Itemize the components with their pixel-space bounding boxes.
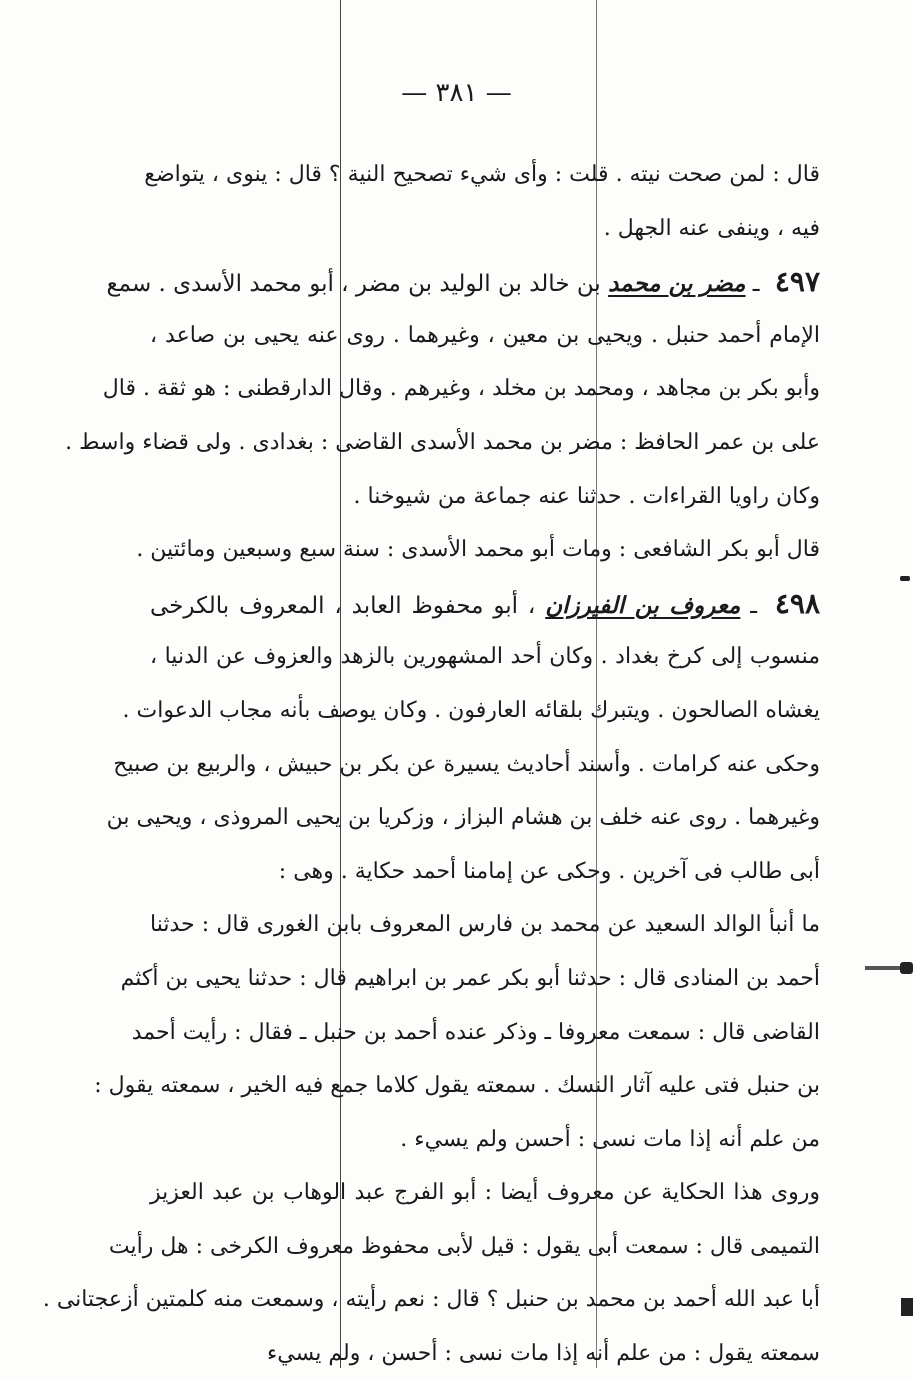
scan-margin-mark xyxy=(900,962,913,974)
text-line: التميمى قال : سمعت أبى يقول : قيل لأبى محفوظ معروف الكرخى : هل رأيت xyxy=(108,1233,820,1259)
text-line: أبى طالب فى آخرين . وحكى عن إمامنا أحمد حكاية . وهى : xyxy=(278,858,820,884)
text-line: منسوب إلى كرخ بغداد . وكان أحد المشهورين بالزهد والعزوف عن الدنيا ، xyxy=(150,644,820,670)
text-line: قال : لمن صحت نيته . قلت : وأى شيء تصحيح النية ؟ قال : ينوى ، يتواضع xyxy=(144,162,820,187)
biography-entry-heading: ٤٩٧ ـ مضر بن محمد بن خالد بن الوليد بن مضر ، أبو محمد الأسدى . سمع xyxy=(106,265,820,299)
text-line: الإمام أحمد حنبل . ويحيى بن معين ، وغيرهما . روى عنه يحيى بن صاعد ، xyxy=(150,322,820,348)
entry-number: ٤٩٨ xyxy=(774,586,820,620)
text-line: من علم أنه إذا مات نسى : أحسن ولم يسيء . xyxy=(400,1126,820,1152)
text-line: يغشاه الصالحون . ويتبرك بلقائه العارفون . وكان يوصف بأنه مجاب الدعوات . xyxy=(122,697,820,723)
scan-margin-mark xyxy=(901,1298,913,1316)
text-line: وغيرهما . روى عنه خلف بن هشام البزاز ، وزكريا بن يحيى المروذى ، ويحيى بن xyxy=(106,805,820,831)
entry-number: ٤٩٧ xyxy=(774,265,820,299)
body-text xyxy=(42,148,820,1381)
text-line: فيه ، وينفى عنه الجهل . xyxy=(603,215,820,241)
entry-heading-text: بن خالد بن الوليد بن مضر ، أبو محمد الأسدى . سمع xyxy=(106,271,601,298)
text-line: أبا عبد الله أحمد بن محمد بن حنبل ؟ قال : نعم رأيته ، وسمعت منه كلمتين أزعجتانى . xyxy=(42,1287,820,1313)
scan-margin-mark xyxy=(900,576,910,581)
entry-name: معروف بن الفيرزان xyxy=(545,591,741,619)
text-line: وأبو بكر بن مجاهد ، ومحمد بن مخلد ، وغيرهم . وقال الدارقطنى : هو ثقة . قال xyxy=(102,376,820,402)
text-line: وحكى عنه كرامات . وأسند أحاديث يسيرة عن بكر بن حبيش ، والربيع بن صبيح xyxy=(113,751,820,777)
text-line: قال أبو بكر الشافعى : ومات أبو محمد الأسدى : سنة سبع وسبعين ومائتين . xyxy=(136,537,820,563)
text-line: وروى هذا الحكاية عن معروف أيضا : أبو الفرج عبد الوهاب بن عبد العزيز xyxy=(150,1180,820,1206)
text-line: سمعته يقول : من علم أنه إذا مات نسى : أحسن ، ولم يسيء xyxy=(266,1341,820,1367)
text-line: أحمد بن المنادى قال : حدثنا أبو بكر عمر بن ابراهيم قال : حدثنا يحيى بن أكثم xyxy=(120,965,820,991)
text-line: بن حنبل فتى عليه آثار النسك . سمعته يقول كلاما جمع فيه الخير ، سمعته يقول : xyxy=(94,1073,820,1099)
biography-entry-heading: ٤٩٨ ـ معروف بن الفيرزان ، أبو محفوظ العابد ، المعروف بالكرخى xyxy=(150,586,820,620)
entry-name: مضر بن محمد xyxy=(608,270,746,298)
text-line: وكان راويا القراءات . حدثنا عنه جماعة من شيوخنا . xyxy=(353,483,820,509)
page-number: — ٣٨١ — xyxy=(401,78,512,108)
entry-heading-text: ، أبو محفوظ العابد ، المعروف بالكرخى xyxy=(150,592,536,619)
text-line: القاضى قال : سمعت معروفا ـ وذكر عنده أحمد بن حنبل ـ فقال : رأيت أحمد xyxy=(131,1019,820,1045)
text-line: على بن عمر الحافظ : مضر بن محمد الأسدى القاضى : بغدادى . ولى قضاء واسط . xyxy=(65,429,820,455)
text-line: ما أنبأ الوالد السعيد عن محمد بن فارس المعروف بابن الغورى قال : حدثنا xyxy=(150,912,820,938)
